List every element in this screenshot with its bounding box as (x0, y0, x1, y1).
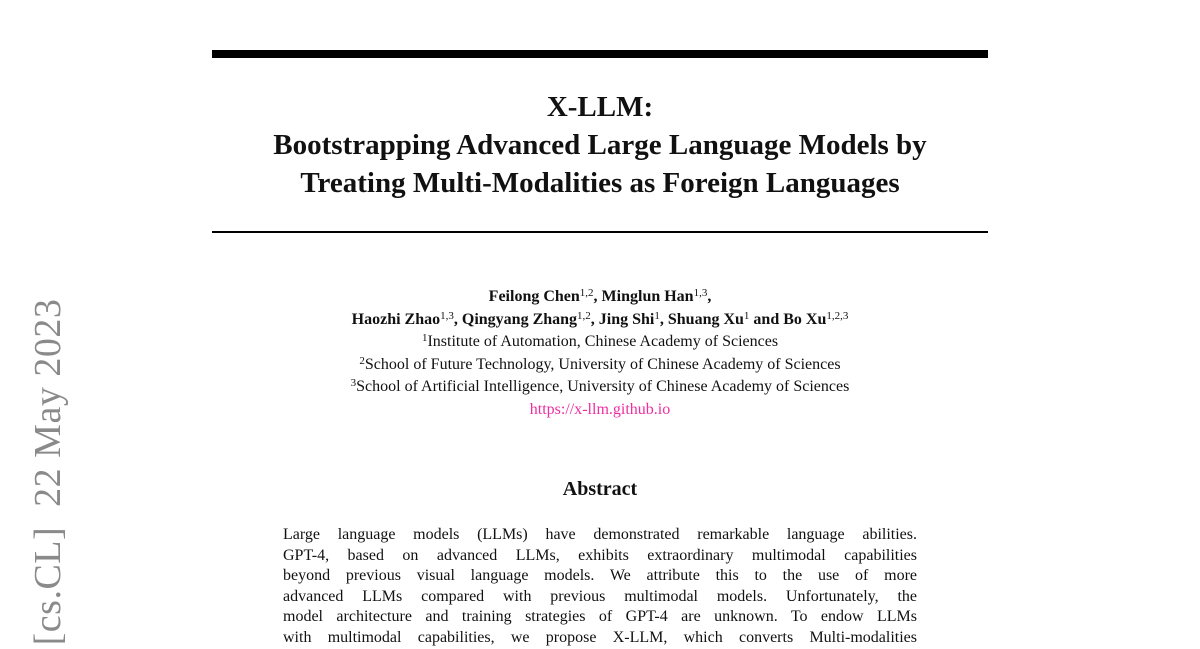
abstract-heading: Abstract (562, 478, 638, 500)
author-affiliation-marker: 1 (743, 309, 750, 322)
author-affiliation-marker: 1,3 (693, 287, 708, 299)
author-block (212, 286, 988, 421)
author-affiliation-marker: 1,2 (579, 287, 594, 299)
author-name: Qingyang Zhang (461, 310, 578, 328)
author-name: Jing Shi (598, 310, 655, 328)
project-url-link[interactable]: https://x-llm.github.io (529, 400, 671, 418)
paper-title (212, 88, 988, 202)
abstract-line: advanced LLMs compared with previous multimodal models. Unfortunately, the (283, 587, 917, 605)
affiliation-text: School of Artificial Intelligence, University of Chinese Academy of Sciences (356, 378, 850, 395)
abstract-body (283, 525, 917, 649)
affiliation-marker: 3 (350, 377, 357, 389)
title-bottom-rule (212, 231, 988, 233)
author-name: Haozhi Zhao (351, 310, 441, 328)
affiliation-text: School of Future Technology, University of Chinese Academy of Sciences (364, 355, 841, 373)
affiliation-text: Institute of Automation, Chinese Academy of Sciences (427, 333, 779, 350)
title-line-2: Bootstrapping Advanced Large Language Models by (273, 129, 927, 161)
author-name: Feilong Chen (488, 288, 580, 305)
author-affiliation-marker: 1 (654, 309, 660, 322)
title-top-rule (212, 50, 988, 58)
title-line-1: X-LLM: (546, 91, 654, 123)
abstract-line: beyond previous visual language models. We attribute this to the use of more (283, 567, 917, 585)
arxiv-category: [cs.CL] (27, 526, 69, 646)
author-line-2: Haozhi Zhao$^{1,3}$, Qingyang Zhang$^{1,2}$, Jing Shi$^1$, Shuang Xu$^1$ and Bo Xu$^{1,2,3}$ (351, 309, 849, 328)
author-affiliation-marker: 1,2,3 (826, 309, 849, 322)
arxiv-date: 22 May 2023 (27, 298, 69, 507)
abstract-line: Large language models (LLMs) have demonstrated remarkable language abilities. (283, 526, 917, 543)
abstract-line: model architecture and training strategies of GPT-4 are unknown. To endow LLMs (283, 608, 917, 626)
author-name: Shuang Xu (667, 310, 744, 328)
author-and: and (753, 310, 780, 328)
author-affiliation-marker: 1,2 (577, 309, 591, 322)
abstract-line: GPT-4, based on advanced LLMs, exhibits extraordinary multimodal capabilities (283, 546, 917, 564)
title-line-3: Treating Multi-Modalities as Foreign Languages (300, 167, 900, 199)
author-line-1: Feilong Chen$^{1,2}$, Minglun Han$^{1,3}$, (488, 287, 712, 305)
affiliation-line (212, 354, 988, 377)
affiliation-marker: 1 (421, 332, 428, 344)
author-name: Bo Xu (783, 310, 827, 328)
affiliation-line (212, 376, 988, 399)
author-name: Minglun Han (601, 288, 694, 305)
author-affiliation-marker: 1,3 (440, 309, 454, 322)
affiliation-marker: 2 (359, 354, 365, 367)
affiliation-line (212, 331, 988, 354)
abstract-line: with multimodal capabilities, we propose X-LLM, which converts Multi-modalities (283, 628, 917, 646)
